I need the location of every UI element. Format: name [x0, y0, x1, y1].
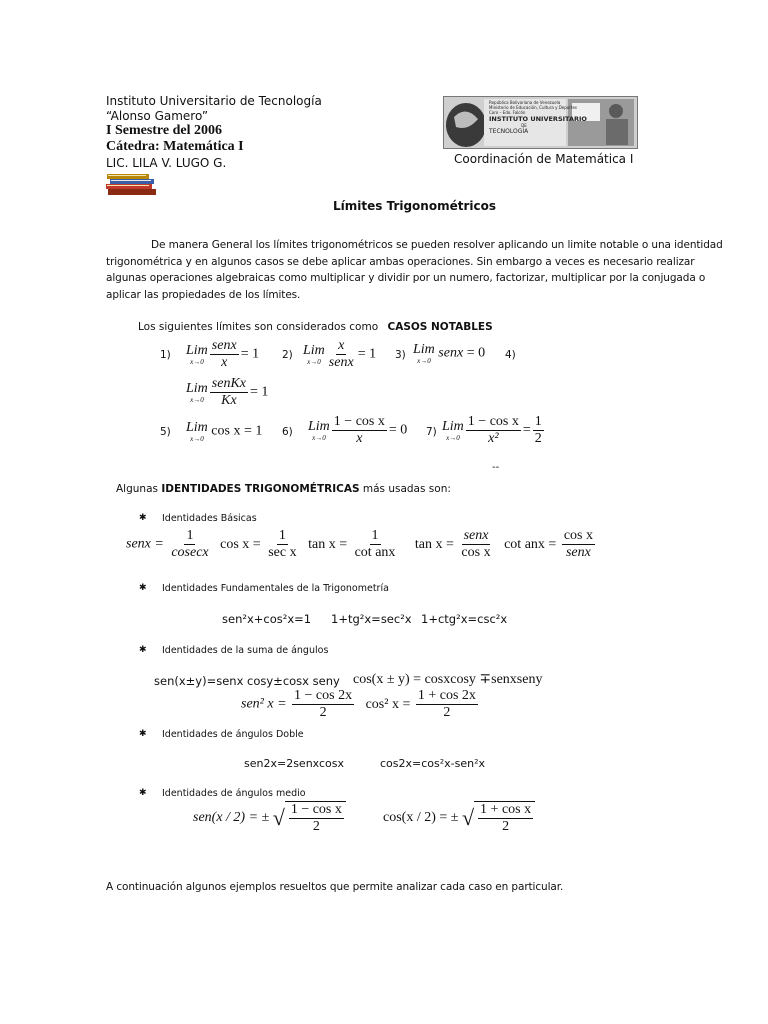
bullet-icon: ✱	[139, 513, 147, 523]
limit-2-number: 2)	[282, 349, 293, 361]
limit-4-eq: = 1	[250, 384, 269, 400]
limit-6-den: x	[356, 431, 363, 446]
bullet-icon: ✱	[139, 645, 147, 655]
b3-num: 1	[371, 528, 379, 543]
limit-1-den: x	[221, 355, 228, 370]
b3-lhs: tan x =	[308, 536, 348, 552]
bullet-icon: ✱	[139, 788, 147, 798]
logo-text-2: Ministerio de Educación, Cultura y Deportes	[489, 105, 577, 110]
sq1-lhs: sen² x =	[241, 696, 287, 712]
limit-7-eq: =	[522, 422, 531, 438]
lim-word: Lim	[442, 419, 464, 434]
basic-identities-label: Identidades Básicas	[162, 513, 257, 524]
sq2-lhs: cos² x =	[365, 696, 411, 712]
logo-text-3: Coro – Edo. Falcón	[489, 110, 526, 115]
limit-7-den: x²	[488, 431, 499, 446]
bullet-icon: ✱	[139, 729, 147, 739]
lim-word: Lim	[308, 419, 330, 434]
lim-word: Lim	[186, 420, 208, 435]
sum-identity-2: cos(x ± y) = cosxcosy ∓senxseny	[353, 672, 543, 687]
lecturer: LIC. LILA V. LUGO G.	[106, 156, 227, 170]
fundamental-3: 1+ctg²x=csc²x	[421, 612, 508, 626]
limit-3-number: 3)	[395, 349, 406, 361]
b2-lhs: cos x =	[220, 536, 261, 552]
b2-den: sec x	[268, 545, 297, 560]
b4-den: cos x	[461, 545, 491, 560]
identities-lead-a: Algunas	[116, 483, 158, 495]
sum-identities-label: Identidades de la suma de ángulos	[162, 645, 329, 656]
limit-7-num: 1 − cos x	[467, 414, 519, 429]
logo-text-5: DE	[521, 123, 527, 128]
b3-den: cot anx	[354, 545, 396, 560]
b4-num: senx	[463, 528, 489, 543]
half-angle-label: Identidades de ángulos medio	[162, 788, 306, 799]
logo-text-1: República Bolivariana de Venezuela	[489, 100, 561, 105]
limit-3-eq: = 0	[466, 345, 486, 361]
identities-lead-b: más usadas son:	[362, 483, 451, 495]
institute-subtitle: “Alonso Gamero”	[106, 109, 209, 123]
limit-7-result-den: 2	[534, 431, 542, 446]
limit-5	[186, 420, 262, 443]
logo-text-6: TECNOLOGÍA	[489, 128, 529, 135]
institute-logo	[443, 96, 638, 149]
limit-5-number: 5)	[160, 426, 171, 438]
intro-line-3: algunas operaciones algebraicas como multiplicar y dividir por un numero, factorizar, multiplicar por la conjugada o	[106, 272, 706, 284]
double-angle-1: sen2x=2senxcosx	[244, 757, 344, 770]
lim-word: Lim	[186, 381, 208, 396]
limit-6-eq: = 0	[388, 422, 408, 438]
half-angle-1	[193, 801, 346, 835]
sqrt-icon: √	[272, 805, 285, 830]
double-angle-label: Identidades de ángulos Doble	[162, 729, 304, 740]
limit-7-number: 7)	[426, 426, 437, 438]
limit-4-den: Kx	[221, 393, 237, 408]
limit-5-func: cos x	[211, 423, 241, 439]
double-angle-2: cos2x=cos²x-sen²x	[380, 757, 486, 770]
logo-text-4: INSTITUTO UNIVERSITARIO	[489, 115, 587, 123]
limit-6-num: 1 − cos x	[333, 414, 385, 429]
fundamental-identities-label: Identidades Fundamentales de la Trigonometría	[162, 583, 389, 594]
lim-sub: x→0	[417, 357, 431, 365]
limit-7	[442, 414, 546, 447]
b5-lhs: cot anx =	[504, 536, 557, 552]
lim-sub: x→0	[190, 358, 204, 366]
limit-1-number: 1)	[160, 349, 171, 361]
sqrt-icon: √	[461, 805, 475, 830]
b1-num: 1	[186, 528, 194, 543]
limit-6-number: 6)	[282, 426, 293, 438]
limit-4-num: senKx	[211, 376, 247, 391]
intro-line-2: trigonométrica y en algunos casos se debe aplicar ambas operaciones. Sin embargo a veces es necesario realizar	[106, 256, 695, 268]
limit-1-eq: = 1	[240, 346, 260, 362]
books-image	[104, 171, 160, 197]
b1-lhs: senx =	[126, 536, 164, 552]
sq2-den: 2	[443, 705, 451, 720]
identities-lead	[116, 483, 451, 495]
b2-num: 1	[278, 528, 286, 543]
lim-sub: x→0	[312, 434, 326, 442]
fundamental-2: 1+tg²x=sec²x	[331, 612, 412, 626]
identities-lead-bold: IDENTIDADES TRIGONOMÉTRICAS	[161, 483, 360, 495]
h2-den: 2	[502, 819, 510, 834]
semester: I Semestre del 2006	[106, 123, 222, 138]
lim-word: Lim	[303, 343, 325, 358]
lim-sub: x→0	[307, 358, 321, 366]
sum-identity-1: sen(x±y)=senx cosy±cosx seny	[154, 674, 340, 688]
limit-4-number: 4)	[505, 349, 516, 361]
bullet-icon: ✱	[139, 583, 147, 593]
h2-num: 1 + cos x	[480, 802, 532, 817]
lim-sub: x→0	[446, 434, 460, 442]
institute-name: Instituto Universitario de Tecnología	[106, 94, 322, 108]
limit-4	[186, 376, 268, 409]
b1-den: cosecx	[171, 545, 209, 560]
sq2-num: 1 + cos 2x	[417, 688, 476, 703]
page-title: Límites Trigonométricos	[333, 199, 497, 213]
limit-3	[413, 342, 485, 365]
lim-word: Lim	[186, 343, 208, 358]
limit-2-den: senx	[328, 355, 354, 370]
h1-lhs: sen(x / 2) = ±	[193, 810, 270, 826]
limit-1-num: senx	[211, 338, 237, 353]
coordination-caption: Coordinación de Matemática I	[454, 152, 634, 166]
course: Cátedra: Matemática I	[106, 139, 244, 154]
closing-text: A continuación algunos ejemplos resueltos que permite analizar cada caso en particular.	[106, 881, 564, 893]
b4-lhs: tan x =	[414, 536, 454, 552]
limit-5-eq: = 1	[243, 423, 263, 439]
basic-identities-row	[126, 528, 597, 561]
h1-den: 2	[312, 819, 320, 834]
h1-num: 1 − cos x	[290, 802, 342, 817]
sq1-den: 2	[319, 705, 327, 720]
lim-sub: x→0	[190, 396, 204, 404]
h2-lhs: cos(x / 2) = ±	[383, 810, 459, 826]
b5-num: cos x	[563, 528, 593, 543]
limit-6	[308, 414, 407, 447]
limit-2	[303, 338, 376, 371]
limit-7-result-num: 1	[534, 414, 542, 429]
sq1-num: 1 − cos 2x	[294, 688, 353, 703]
notables-lead-bold: CASOS NOTABLES	[387, 321, 493, 333]
intro-line-1: De manera General los límites trigonométricos se pueden resolver aplicando un limite notable o una identidad	[151, 239, 723, 251]
intro-line-4: aplicar las propiedades de los límites.	[106, 289, 301, 301]
limit-2-eq: = 1	[357, 346, 377, 362]
half-angle-2	[383, 801, 535, 835]
fundamental-1: sen²x+cos²x=1	[222, 612, 312, 626]
notables-lead-text: Los siguientes límites son considerados como	[138, 321, 379, 333]
square-identities	[241, 688, 480, 721]
lim-word: Lim	[413, 342, 435, 357]
lim-sub: x→0	[190, 435, 204, 443]
limit-2-num: x	[338, 338, 345, 353]
b5-den: senx	[565, 545, 591, 560]
limit-3-func: senx	[438, 345, 464, 361]
dash-mark: --	[492, 462, 500, 473]
notables-lead	[138, 321, 493, 333]
limit-1	[186, 338, 259, 371]
